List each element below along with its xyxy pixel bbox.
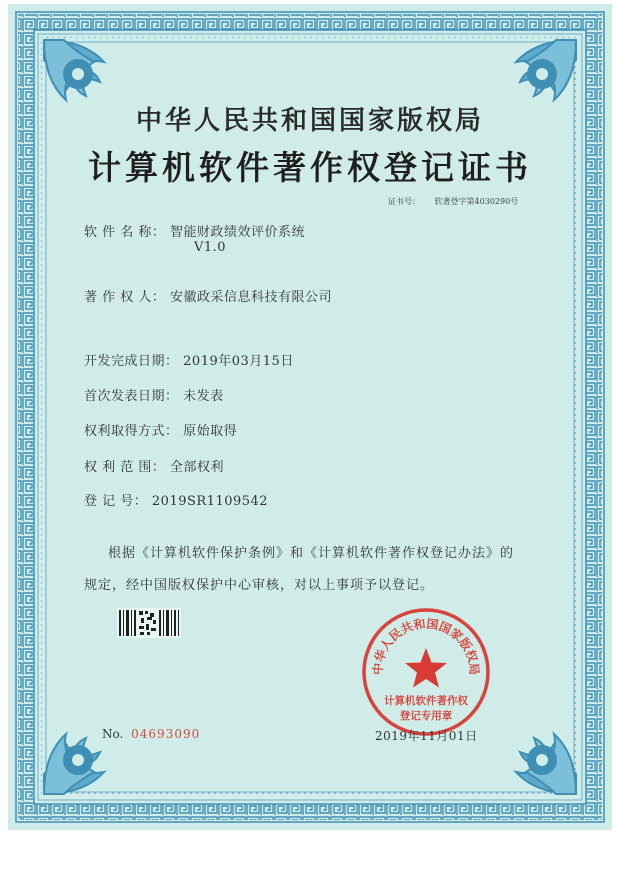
serial-value: 04693090 (131, 727, 201, 741)
seal-inner-line-2: 登记专用章 (399, 710, 453, 722)
field-acquisition (84, 420, 237, 439)
official-seal (360, 606, 492, 738)
acquisition-value: 原始取得 (183, 424, 238, 439)
body-text-line-1: 根据《计算机软件保护条例》和《计算机软件著作权登记办法》的 (108, 546, 515, 561)
registration-number-label: 登 记 号： (84, 494, 148, 509)
serial-number (102, 727, 200, 741)
field-version: V1.0 (194, 240, 227, 255)
seal-inner-line-1: 计算机软件著作权 (384, 695, 468, 707)
scope-label: 权 利 范 围： (84, 460, 166, 475)
first-publish-value: 未发表 (183, 389, 224, 404)
field-first-publish (84, 385, 224, 404)
field-completion-date (84, 350, 294, 369)
star-icon (405, 648, 447, 688)
completion-date-label: 开发完成日期： (84, 354, 179, 369)
software-name-label: 软 件 名 称： (84, 225, 166, 240)
field-owner (84, 286, 332, 305)
acquisition-label: 权利取得方式： (84, 424, 179, 439)
issuing-authority: 中华人民共和国国家版权局 (135, 106, 484, 136)
owner-label: 著 作 权 人： (84, 290, 166, 305)
certificate-title: 计算机软件著作权登记证书 (88, 148, 532, 187)
barcode-icon (117, 608, 181, 638)
registration-number-value: 2019SR1109542 (151, 494, 269, 509)
certificate-number-label: 证书号： (388, 197, 420, 206)
scope-value: 全部权利 (170, 460, 225, 475)
certificate-number (388, 196, 518, 207)
issue-date: 2019年11月01日 (375, 729, 478, 743)
owner-value: 安徽政采信息科技有限公司 (170, 290, 333, 305)
first-publish-label: 首次发表日期： (84, 389, 179, 404)
certificate-number-value: 软著登字第4030290号 (434, 197, 519, 206)
field-registration-number (84, 490, 268, 509)
seal-outer-text: 中华人民共和国国家版权局 (370, 616, 482, 676)
software-name-value: 智能财政绩效评价系统 (170, 225, 306, 240)
serial-label: No. (102, 727, 124, 741)
completion-date-value: 2019年03月15日 (183, 354, 294, 369)
body-text-line-2: 规定，经中国版权保护中心审核，对以上事项予以登记。 (84, 578, 435, 593)
field-scope (84, 456, 224, 475)
field-software-name (84, 221, 305, 240)
